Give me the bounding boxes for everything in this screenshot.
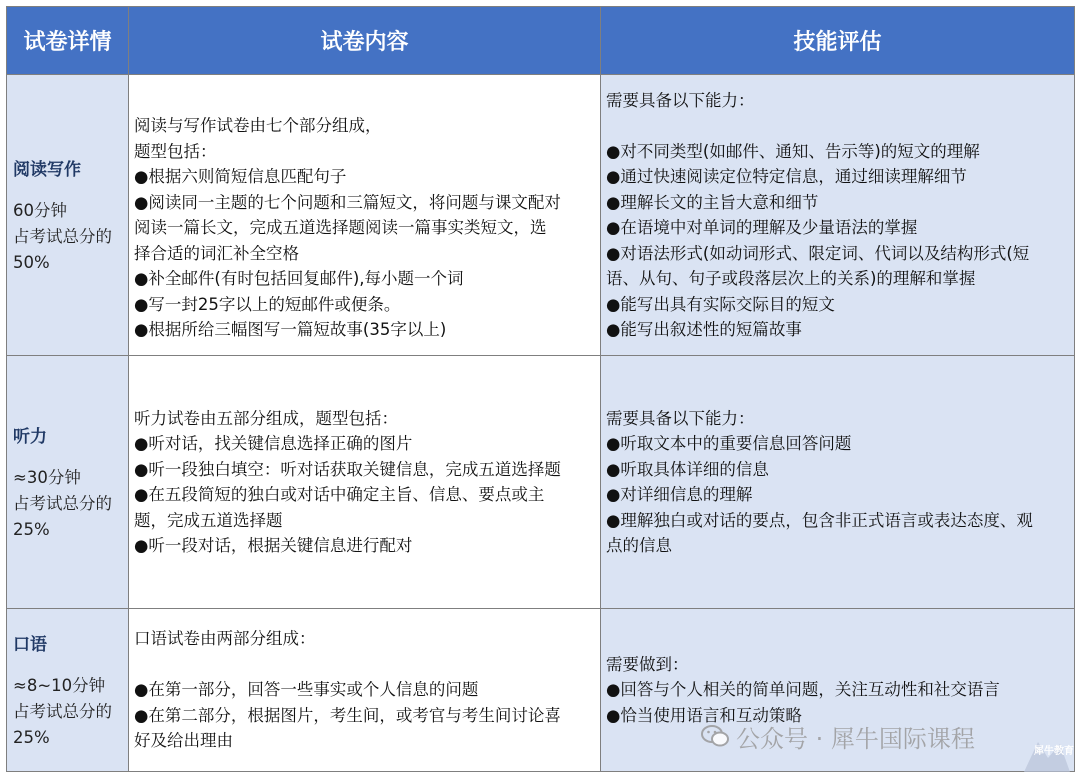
text-line: ●听取文本中的重要信息回答问题 — [606, 434, 852, 453]
duration-text: 60分钟 — [13, 200, 67, 220]
section-title: 听力 — [13, 426, 47, 447]
text-line: ●通过快速阅读定位特定信息，通过细读理解细节 — [606, 167, 967, 186]
text-line — [606, 113, 1069, 139]
text-line: ●在第一部分，回答一些事实或个人信息的问题 — [134, 680, 479, 700]
text-line: ●听一段对话，根据关键信息进行配对 — [134, 536, 413, 555]
weight-value: 25% — [13, 519, 50, 539]
header-row — [7, 7, 1075, 75]
row-listening — [7, 356, 1075, 609]
text-line: ●听取具体详细的信息 — [606, 459, 769, 479]
detail-cell — [7, 609, 129, 772]
text-line: 需要具备以下能力： — [606, 408, 755, 428]
text-line: 题型包括： — [134, 141, 217, 161]
text-line — [134, 652, 595, 678]
text-line: ●根据六则简短信息匹配句子 — [134, 167, 347, 186]
duration-text: ≈8~10分钟 — [13, 675, 106, 695]
section-title: 口语 — [13, 634, 47, 655]
content-cell — [129, 609, 601, 772]
text-line: ●根据所给三幅图写一篇短故事(35字以上) — [134, 320, 447, 339]
section-title: 阅读写作 — [13, 159, 81, 180]
header-exam-content: 试卷内容 — [129, 7, 601, 75]
text-line: ●听一段独白填空：听对话获取关键信息，完成五道选择题 — [134, 459, 561, 479]
text-line: ●能写出叙述性的短篇故事 — [606, 320, 802, 339]
detail-cell — [7, 75, 129, 356]
text-line: ●对不同类型(如邮件、通知、告示等)的短文的理解 — [606, 141, 980, 161]
skills-cell — [601, 75, 1075, 356]
weight-value: 50% — [13, 252, 50, 272]
text-line: 语、从句、句子或段落层次上的关系)的理解和掌握 — [606, 269, 976, 288]
weight-label: 占考试总分的 — [13, 701, 112, 721]
text-line: 择合适的词汇补全空格 — [134, 243, 299, 263]
text-line: 阅读与写作试卷由七个部分组成， — [134, 116, 382, 135]
text-line: 口语试卷由两部分组成： — [134, 629, 316, 649]
content-cell — [129, 75, 601, 356]
content-cell — [129, 356, 601, 609]
header-exam-details: 试卷详情 — [7, 7, 129, 75]
detail-cell — [7, 356, 129, 609]
exam-details-table — [6, 6, 1075, 772]
watermark-text: 公众号 · 犀牛国际课程 — [736, 724, 975, 753]
weight-value: 25% — [13, 727, 50, 747]
text-line: ●理解独白或对话的要点，包含非正式语言或表达态度、观 — [606, 510, 1033, 530]
text-line: ●在语境中对单词的理解及少量语法的掌握 — [606, 218, 918, 237]
text-line: 点的信息 — [606, 536, 672, 555]
text-line — [134, 88, 595, 114]
logo-text: 犀牛教育 — [1034, 746, 1074, 757]
text-line: 阅读一篇长文，完成五道选择题阅读一篇事实类短文，选 — [134, 218, 547, 237]
text-line: 题，完成五道选择题 — [134, 510, 283, 530]
text-line: ●在五段简短的独白或对话中确定主旨、信息、要点或主 — [134, 485, 545, 504]
text-line: 听力试卷由五部分组成，题型包括： — [134, 408, 398, 428]
text-line: ●恰当使用语言和互动策略 — [606, 705, 802, 725]
text-line: ●写一封25字以上的短邮件或便条。 — [134, 294, 401, 314]
text-line: ●理解长文的主旨大意和细节 — [606, 192, 819, 212]
text-line: ●对详细信息的理解 — [606, 485, 753, 504]
text-line: ●阅读同一主题的七个问题和三篇短文，将问题与课文配对 — [134, 192, 561, 212]
row-reading-writing — [7, 75, 1075, 356]
text-line: ●对语法形式(如动词形式、限定词、代词以及结构形式(短 — [606, 243, 1030, 263]
weight-label: 占考试总分的 — [13, 226, 112, 246]
header-skill-assessment: 技能评估 — [601, 7, 1075, 75]
text-line: ●回答与个人相关的简单问题，关注互动性和社交语言 — [606, 680, 1000, 700]
text-line: ●补全邮件(有时包括回复邮件),每小题一个词 — [134, 269, 464, 288]
watermark — [700, 716, 975, 756]
text-line: ●听对话，找关键信息选择正确的图片 — [134, 434, 413, 453]
text-line: ●在第二部分，根据图片，考生间，或考官与考生间讨论喜 — [134, 705, 561, 725]
text-line: 需要做到： — [606, 654, 689, 674]
text-line: 需要具备以下能力： — [606, 90, 755, 110]
text-line: ●能写出具有实际交际目的短文 — [606, 294, 835, 314]
text-line: 好及给出理由 — [134, 731, 233, 751]
duration-text: ≈30分钟 — [13, 467, 81, 487]
weight-label: 占考试总分的 — [13, 493, 112, 513]
skills-cell — [601, 356, 1075, 609]
wechat-icon — [700, 723, 730, 749]
